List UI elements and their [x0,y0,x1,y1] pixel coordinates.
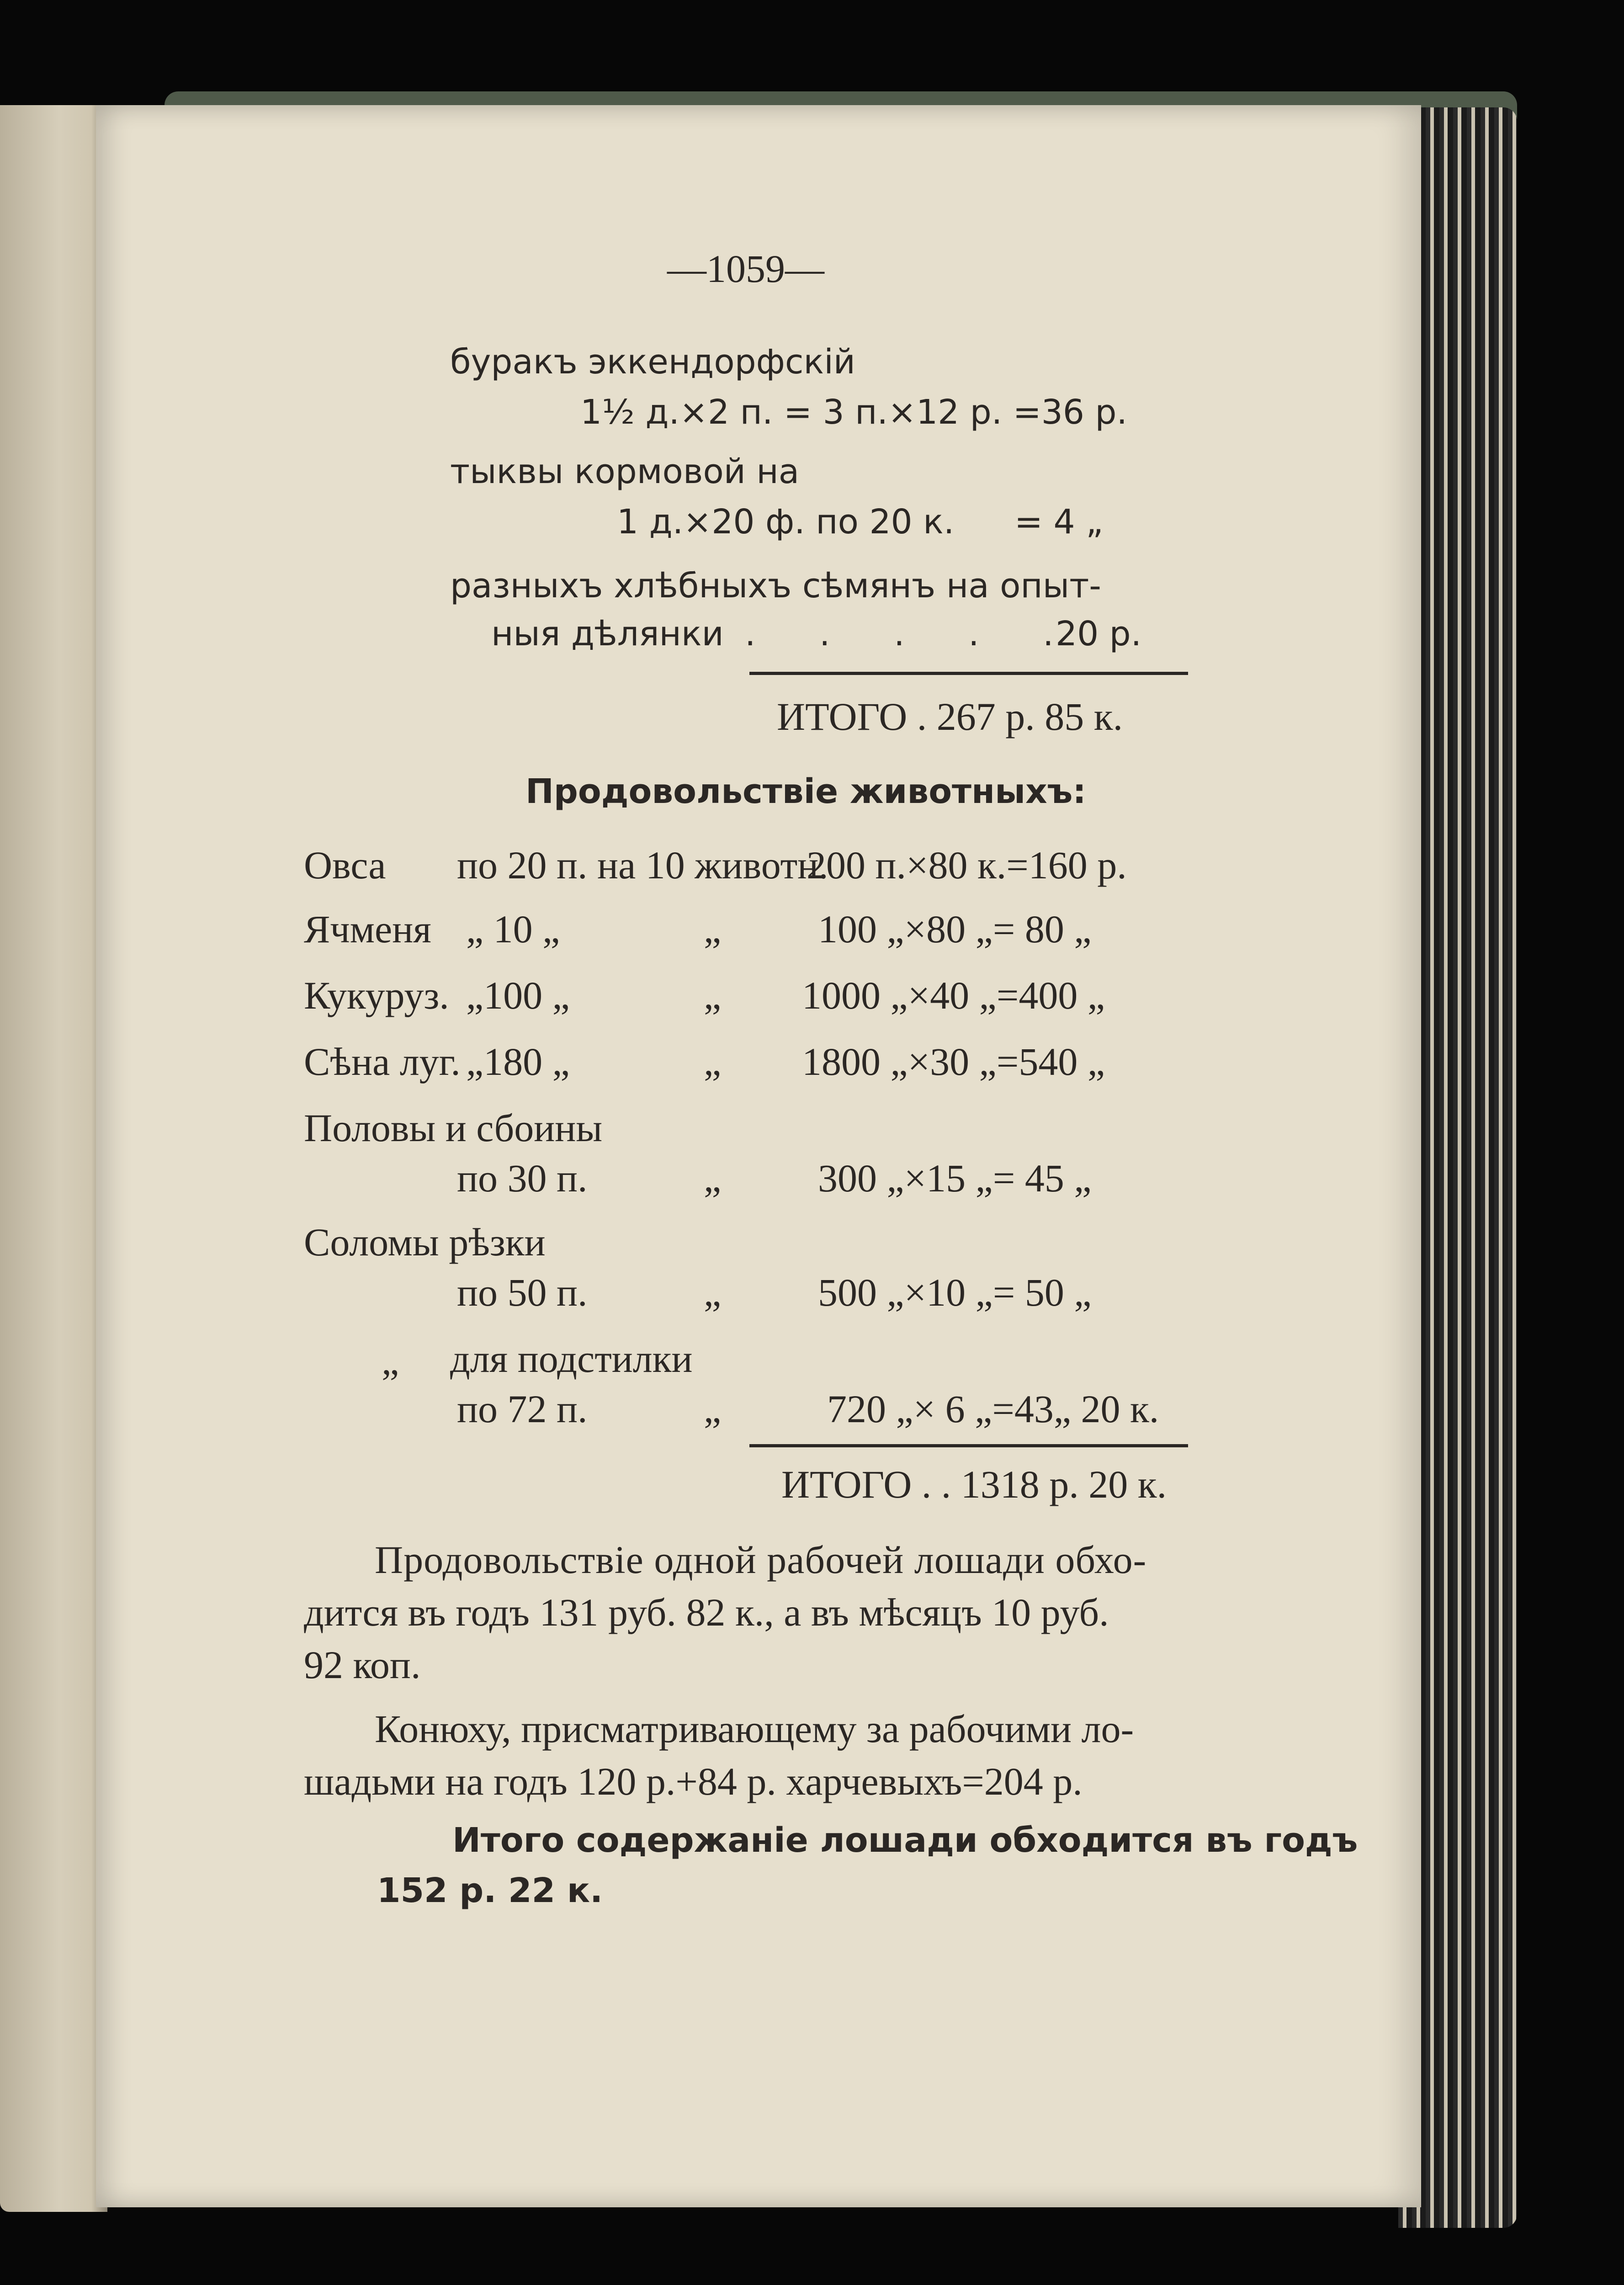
page-number: —1059— [667,247,824,291]
paragraph-2-line-2: шадьми на годъ 120 р.+84 р. харчевыхъ=204 р. [304,1759,1083,1803]
feed-row-calc: 500 „×10 „= 50 „ [818,1270,1092,1314]
feed-total-rule [749,1444,1188,1447]
feed-row-per: „ 10 „ [466,907,560,951]
seeds-total-rule [749,672,1188,675]
feed-row-calc: 1800 „×30 „=540 „ [802,1040,1105,1084]
feed-row-per: по 50 п. [457,1270,588,1314]
feed-row-ditto-lead: „ [382,1339,399,1383]
feed-row-name: Соломы рѣзки [304,1220,546,1264]
seed-item-2-label: тыквы кормовой на [450,452,800,491]
seed-item-3-dots: . . . . . [745,614,1080,654]
feed-row-name: Овса [304,843,386,887]
seed-item-3-label-cont: ныя дѣлянки [491,614,724,654]
feed-row-name: Половы и сбоины [304,1106,603,1150]
paragraph-1-line-3: 92 коп. [304,1643,421,1687]
feed-row-per: „100 „ [466,973,570,1017]
feed-row-name: Сѣна луг. [304,1040,461,1084]
feed-row-calc: 1000 „×40 „=400 „ [802,973,1105,1017]
feed-row-per: по 30 п. [457,1156,588,1200]
feed-row-per: „180 „ [466,1040,570,1084]
feed-row-per: по 72 п. [457,1387,588,1431]
seed-item-2-result: = 4 „ [1014,502,1104,542]
feed-row-calc: 300 „×15 „= 45 „ [818,1156,1092,1200]
feed-row-calc: 720 „× 6 „=43„ 20 к. [827,1387,1159,1431]
feed-row-ditto: „ [704,1270,722,1314]
seeds-total: ИТОГО . 267 р. 85 к. [777,695,1123,739]
feed-row-ditto: „ [704,1387,722,1431]
feed-row-ditto: „ [704,1040,722,1084]
feed-row-ditto: „ [704,973,722,1017]
feed-row-name: для подстилки [450,1337,693,1381]
paragraph-3-line-2: 152 р. 22 к. [377,1871,603,1910]
seed-item-3-result: 20 р. [1056,614,1142,654]
paragraph-3-line-1: Итого содержаніе лошади обходится въ годъ [452,1821,1358,1860]
feed-row-ditto: „ [704,1156,722,1200]
seed-item-3-label: разныхъ хлѣбныхъ сѣмянъ на опыт- [450,566,1102,606]
feed-heading: Продовольствіе животныхъ: [525,772,1086,811]
feed-row-calc: 100 „×80 „= 80 „ [818,907,1092,951]
feed-row-name: Ячменя [304,907,431,951]
seed-item-1-label: буракъ эккендорфскій [450,342,855,382]
feed-row-calc: 200 п.×80 к.=160 р. [807,843,1127,887]
paragraph-1-line-1: Продовольствіе одной рабочей лошади обхо- [375,1538,1147,1582]
feed-total: ИТОГО . . 1318 р. 20 к. [781,1462,1167,1506]
feed-row-name: Кукуруз. [304,973,449,1017]
seed-item-2-calc: 1 д.×20 ф. по 20 к. [617,502,955,542]
seed-item-1-calc: 1½ д.×2 п. = 3 п.×12 р. =36 р. [580,393,1127,432]
feed-row-ditto: „ [704,907,722,951]
book-page [96,105,1421,2207]
feed-row-per: по 20 п. на 10 животн. [457,843,828,887]
paragraph-2-line-1: Конюху, присматривающему за рабочими ло- [375,1707,1134,1751]
left-page-edge [0,105,107,2212]
paragraph-1-line-2: дится въ годъ 131 руб. 82 к., а въ мѣсяцъ 10 руб. [304,1590,1109,1634]
